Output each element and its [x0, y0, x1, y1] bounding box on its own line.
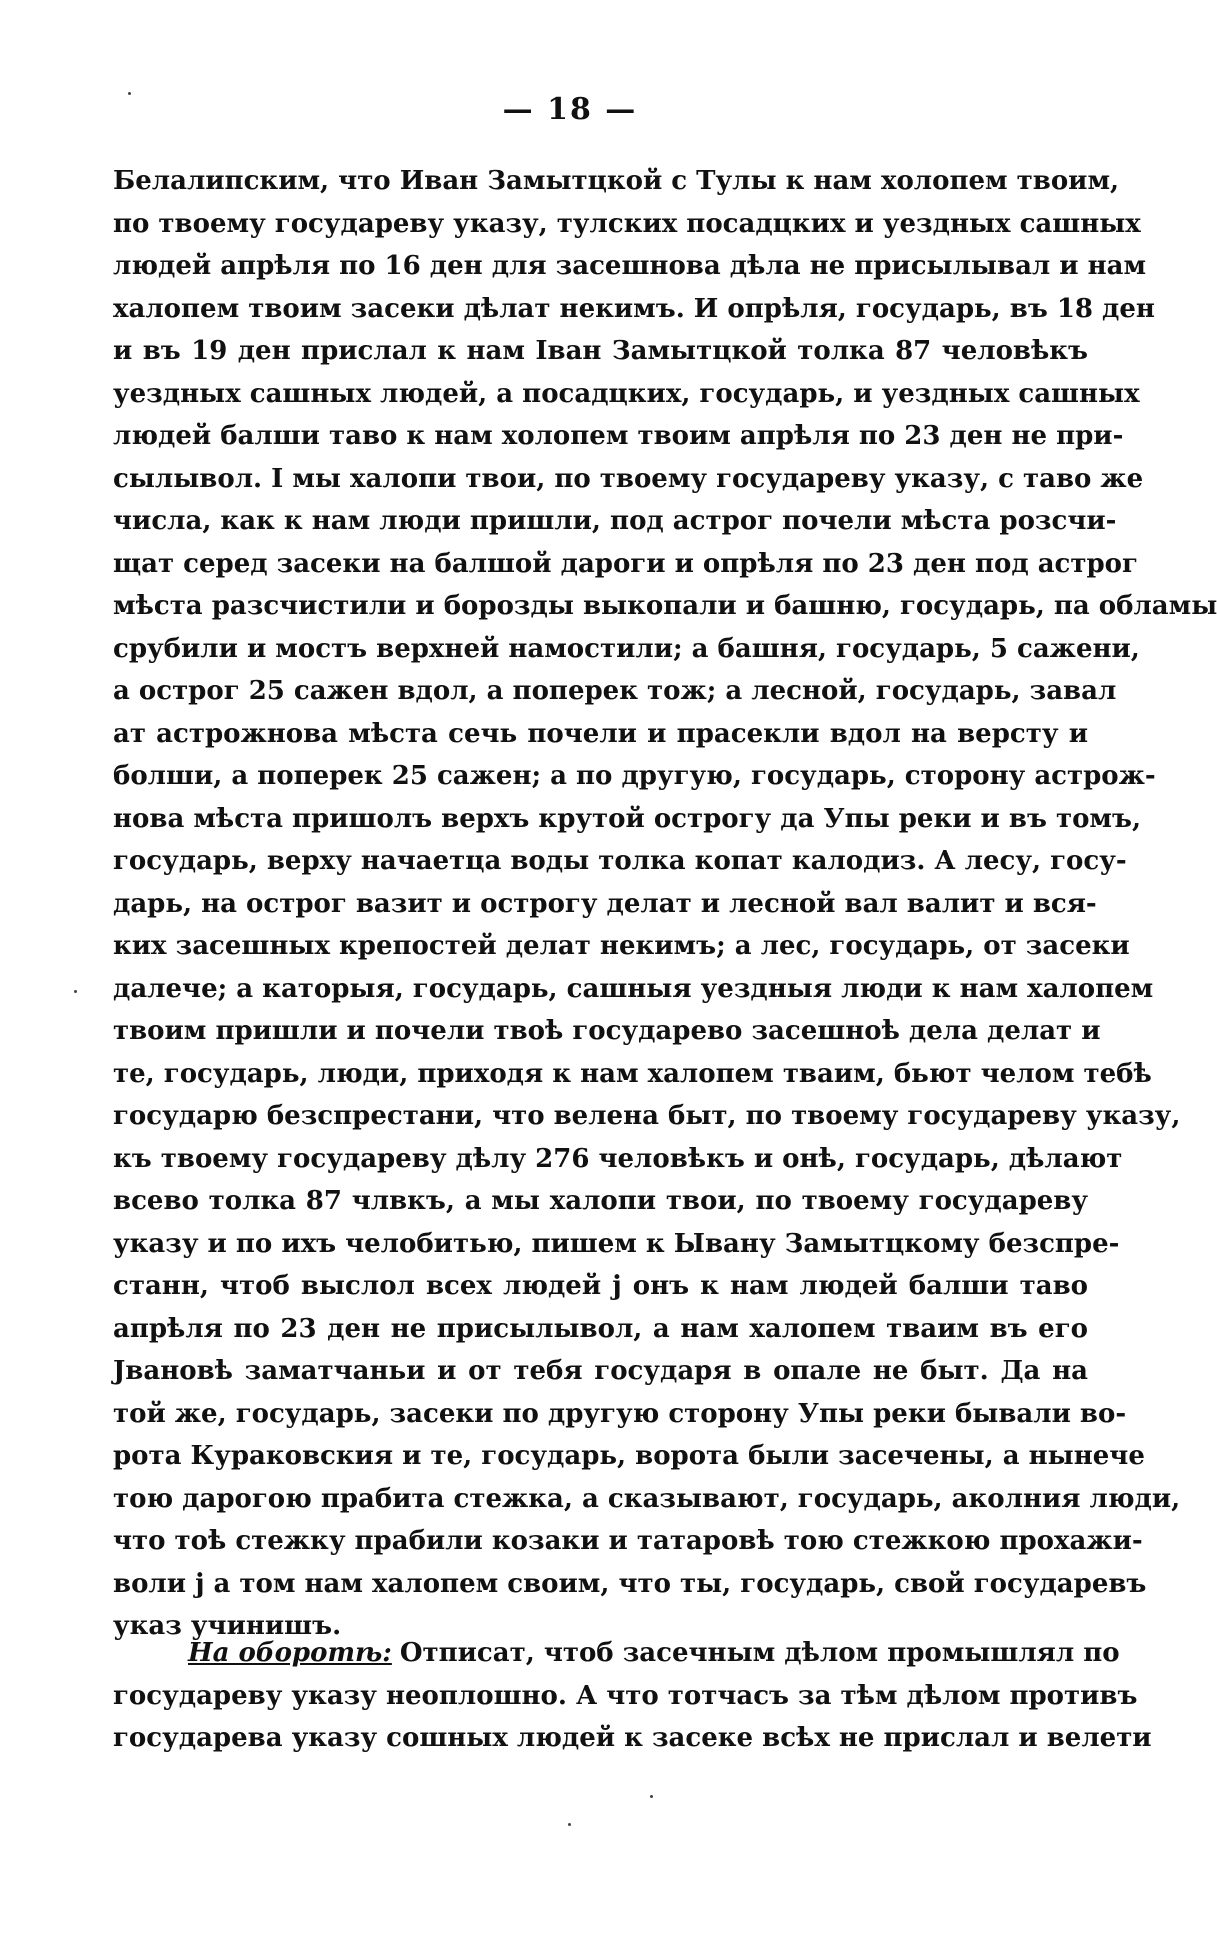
text-line: ат астрожнова мѣста сечь почели и прасекли вдол на версту и: [113, 718, 1088, 749]
text-line: нова мѣста пришолъ верхъ крутой острогу да Упы реки и въ томъ,: [113, 803, 1141, 834]
page-number: — 18 —: [502, 92, 638, 127]
text-line: всево толка 87 члвкъ, а мы халопи твои, по твоему государеву: [113, 1186, 1088, 1216]
text-line: щат серед засеки на балшой дароги и опрѣля по 23 ден под астрог: [113, 548, 1138, 579]
text-line: сылывол. І мы халопи твои, по твоему государеву указу, с таво же: [113, 463, 1144, 494]
main-paragraph: [113, 160, 1217, 1648]
text-line: Јвановѣ заматчаньи и от тебя государя в опале не быт. Да на: [113, 1356, 1088, 1386]
text-line: те, государь, люди, приходя к нам халопем тваим, бьют челом тебѣ: [113, 1058, 1152, 1089]
text-line: что тоѣ стежку прабили козаки и татаровѣ тою стежкою прохажи-: [113, 1526, 1143, 1556]
text-line: тою дарогою прабита стежка, а сказывают, государь, аколния люди,: [113, 1483, 1181, 1514]
text-line: Белалипским, что Иван Замытцкой с Тулы к нам холопем твоим,: [113, 166, 1120, 196]
text-line: станн, чтоб выслол всех людей ј онъ к нам людей балши таво: [113, 1271, 1088, 1301]
scan-speck: [128, 92, 131, 95]
text-line: указу и по ихъ челобитью, пишем к Ывану Замытцкому безспре-: [113, 1228, 1120, 1259]
text-line: дарь, на острог вазит и острогу делат и лесной вал валит и вся-: [113, 888, 1097, 919]
text-line: ких засешных крепостей делат некимъ; а лес, государь, от засеки: [113, 931, 1130, 961]
text-line: государю безспрестани, что велена быт, по твоему государеву указу,: [113, 1101, 1181, 1131]
text-line: твоим пришли и почели твоѣ государево засешноѣ дела делат и: [113, 1016, 1101, 1046]
text-line: уездных сашных людей, а посадцких, государь, и уездных сашных: [113, 378, 1140, 409]
text-line: той же, государь, засеки по другую сторону Упы реки бывали во-: [113, 1398, 1127, 1429]
text-line: Отписат, чтоб засечным дѣлом промышлял по: [399, 1638, 1120, 1668]
text-line: числа, как к нам люди пришли, под астрог почели мѣста розсчи-: [113, 506, 1117, 536]
text-line: людей балши таво к нам холопем твоим апрѣля по 23 ден не при-: [113, 421, 1124, 451]
text-line: людей апрѣля по 16 ден для засешнова дѣла не присылывал и нам: [113, 251, 1147, 281]
scan-speck: [650, 1795, 653, 1798]
text-line: мѣста разсчистили и борозды выкопали и башню, государь, па обламы: [113, 591, 1217, 621]
text-line: государева указу сошных людей к засеке всѣх не прислал и велети: [113, 1723, 1152, 1753]
text-line: болши, а поперек 25 сажен; а по другую, государь, сторону астрож-: [113, 761, 1156, 791]
second-paragraph: [113, 1632, 1152, 1760]
text-line: государь, верху начаетца воды толка копат калодиз. А лесу, госу-: [113, 846, 1127, 876]
text-line: халопем твоим засеки дѣлат некимъ. И опрѣля, государь, въ 18 ден: [113, 293, 1155, 324]
text-line: срубили и мостъ верхней намостили; а башня, государь, 5 сажени,: [113, 633, 1140, 664]
text-line-with-lead: [113, 1632, 1120, 1675]
text-line: воли ј а том нам халопем своим, что ты, государь, свой государевъ: [113, 1568, 1147, 1599]
text-line: указ учинишъ.: [113, 1611, 342, 1641]
text-line: по твоему государеву указу, тулских посадцких и уездных сашных: [113, 208, 1141, 239]
text-line: а острог 25 сажен вдол, а поперек тож; а лесной, государь, завал: [113, 676, 1117, 706]
text-line: къ твоему государеву дѣлу 276 человѣкъ и онѣ, государь, дѣлают: [113, 1143, 1123, 1174]
text-line: апрѣля по 23 ден не присылывол, а нам халопем тваим въ его: [113, 1313, 1088, 1344]
text-line: и въ 19 ден прислал к нам Іван Замытцкой толка 87 человѣкъ: [113, 336, 1088, 366]
reverse-side-heading: На оборотѣ:: [188, 1638, 392, 1668]
text-line: далече; а каторыя, государь, сашныя уездныя люди к нам халопем: [113, 973, 1154, 1004]
scan-speck: [74, 990, 77, 993]
scan-speck: [568, 1823, 571, 1826]
text-line: рота Кураковския и те, государь, ворота были засечены, а нынече: [113, 1441, 1145, 1471]
text-line: государеву указу неоплошно. А что тотчасъ за тѣм дѣлом противъ: [113, 1680, 1138, 1711]
